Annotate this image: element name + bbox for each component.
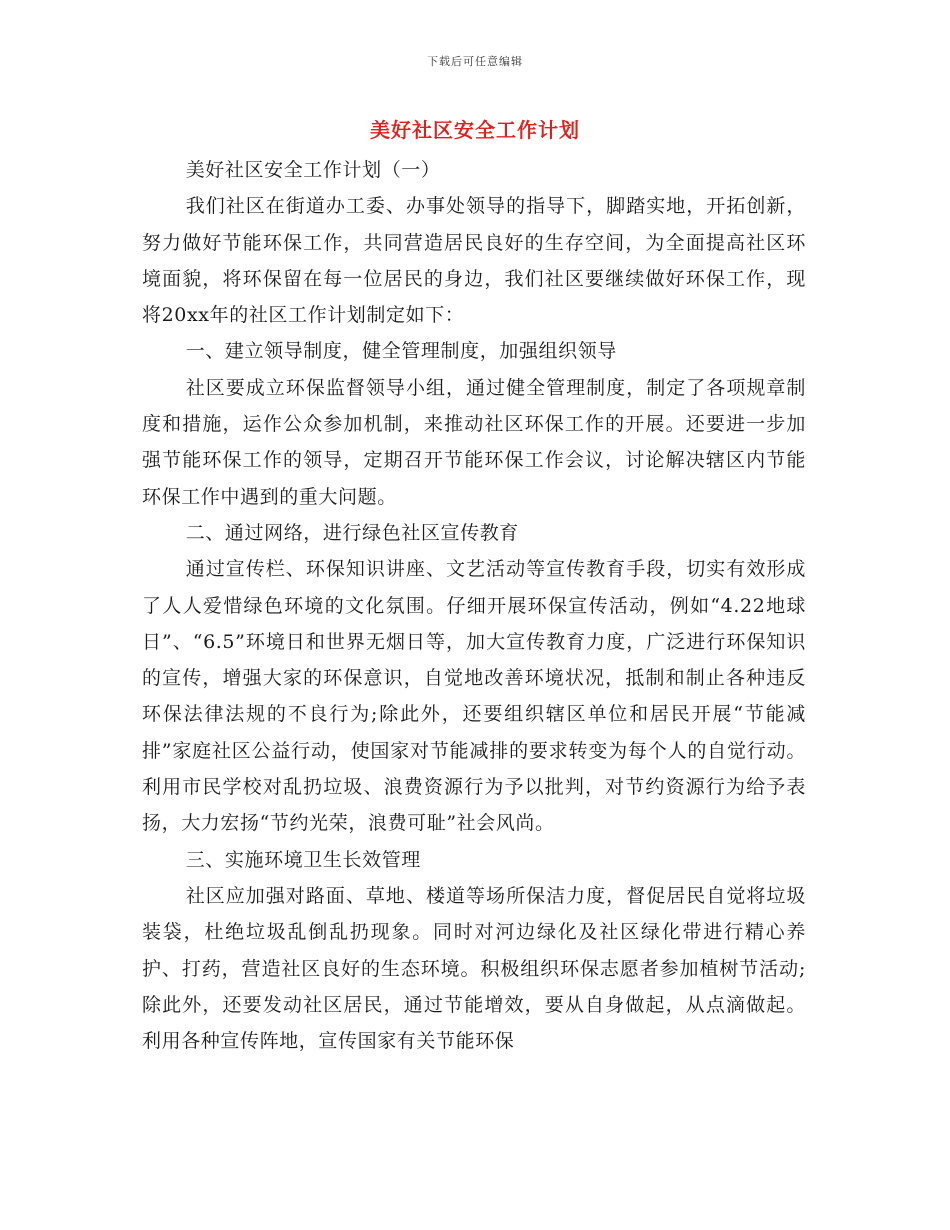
document-title: 美好社区安全工作计划 — [370, 118, 580, 142]
section-1-paragraph: 社区要成立环保监督领导小组，通过健全管理制度，制定了各项规章制度和措施，运作公众参加机制，来推动社区环保工作的开展。还要进一步加强节能环保工作的领导，定期召开节能环保工作会议，讨论解决辖区内节能环保工作中遇到的重大问题。 — [142, 376, 806, 508]
document-body — [142, 152, 806, 1059]
subtitle-paragraph: 美好社区安全工作计划（一） — [185, 159, 441, 181]
section-heading-2: 二、通过网络，进行绿色社区宣传教育 — [185, 521, 519, 544]
section-heading-3: 三、实施环境卫生长效管理 — [185, 848, 421, 871]
section-heading-1: 一、建立领导制度，健全管理制度，加强组织领导 — [185, 340, 617, 363]
page-header-note: 下载后可任意编辑 — [427, 55, 523, 68]
section-3-paragraph: 社区应加强对路面、草地、楼道等场所保洁力度，督促居民自觉将垃圾装袋，杜绝垃圾乱倒乱扔现象。同时对河边绿化及社区绿化带进行精心养护、打药，营造社区良好的生态环境。积极组织环保志愿者参加植树节活动;除此外，还要发动社区居民，通过节能增效，要从自身做起，从点滴做起。利用各种宣传阵地，宣传国家有关节能环保 — [142, 884, 806, 1053]
section-2-paragraph: 通过宣传栏、环保知识讲座、文艺活动等宣传教育手段，切实有效形成了人人爱惜绿色环境的文化氛围。仔细开展环保宣传活动，例如“4.22地球日”、“6.5”环境日和世界无烟日等，加大宣传教育力度，广泛进行环保知识的宣传，增强大家的环保意识，自觉地改善环境状况，抵制和制止各种违反环保法律法规的不良行为;除此外，还要组织辖区单位和居民开展“节能减排”家庭社区公益行动，使国家对节能减排的要求转变为每个人的自觉行动。利用市民学校对乱扔垃圾、浪费资源行为予以批判，对节约资源行为给予表扬，大力宏扬“节约光荣，浪费可耻”社会风尚。 — [142, 558, 806, 835]
intro-paragraph: 我们社区在街道办工委、办事处领导的指导下，脚踏实地，开拓创新，努力做好节能环保工作，共同营造居民良好的生存空间，为全面提高社区环境面貌，将环保留在每一位居民的身边，我们社区要继续做好环保工作，现将20xx年的社区工作计划制定如下： — [142, 195, 806, 327]
